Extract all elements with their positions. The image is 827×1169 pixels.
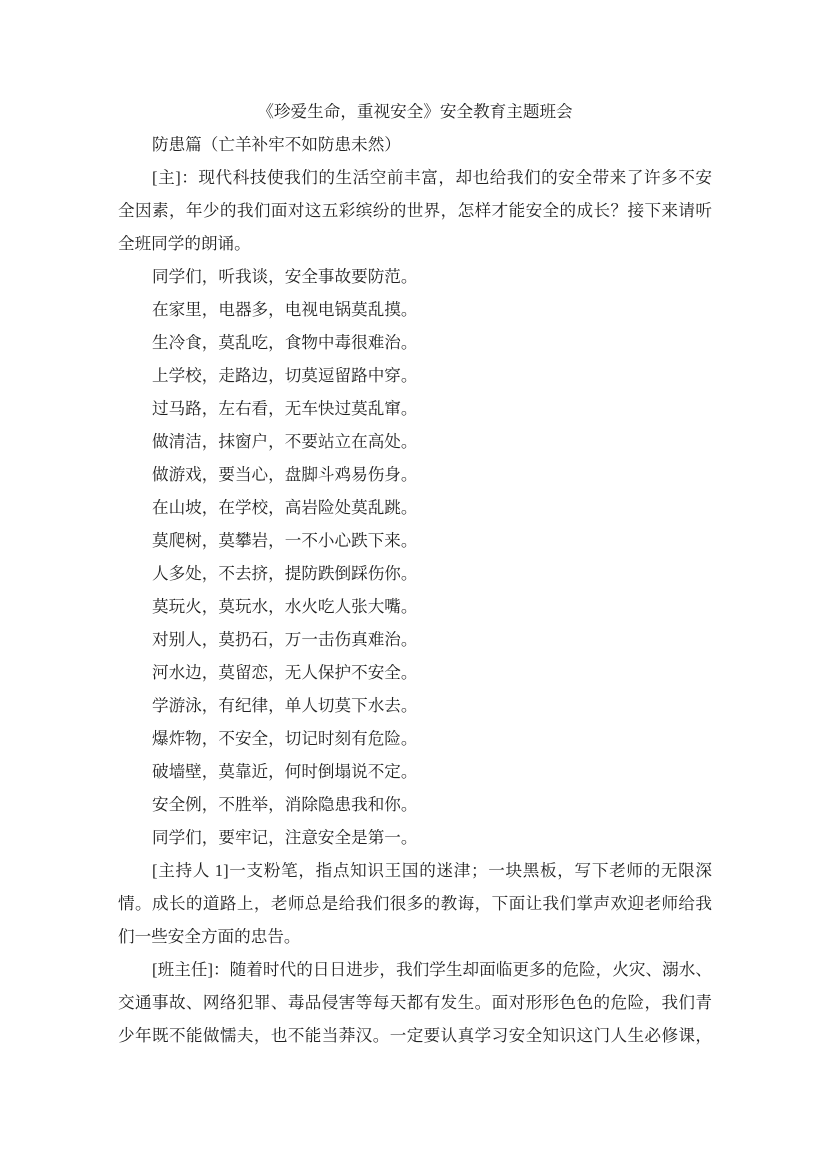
text-line: 同学们，听我谈，安全事故要防范。 xyxy=(152,267,418,286)
text-line: 安全例，不胜举，消除隐患我和你。 xyxy=(152,795,418,814)
text-line: 上学校，走路边，切莫逗留路中穿。 xyxy=(152,366,418,385)
text-line: 防患篇（亡羊补牢不如防患未然） xyxy=(152,135,401,154)
text-line: 爆炸物，不安全，切记时刻有危险。 xyxy=(152,729,418,748)
text-line: 交通事故、网络犯罪、毒品侵害等每天都有发生。面对形形色色的危险，我们青 xyxy=(118,993,712,1012)
paragraph-list xyxy=(118,128,712,1052)
text-line: 莫玩火，莫玩水，水火吃人张大嘴。 xyxy=(152,597,418,616)
text-line: 莫爬树，莫攀岩，一不小心跌下来。 xyxy=(152,531,418,550)
text-line: 学游泳，有纪律，单人切莫下水去。 xyxy=(152,696,418,715)
text-line: 过马路，左右看，无车快过莫乱窜。 xyxy=(152,399,418,418)
document-title: 《珍爱生命，重视安全》安全教育主题班会 xyxy=(257,102,573,121)
text-line: 在家里，电器多，电视电锅莫乱摸。 xyxy=(152,300,418,319)
text-line: 河水边，莫留恋，无人保护不安全。 xyxy=(152,663,418,682)
text-line: [主]：现代科技使我们的生活空前丰富，却也给我们的安全带来了许多不安 xyxy=(152,168,712,187)
text-line: 人多处，不去挤，提防跌倒踩伤你。 xyxy=(152,564,418,583)
text-line: 做清洁，抹窗户，不要站立在高处。 xyxy=(152,432,418,451)
text-line: 全班同学的朗诵。 xyxy=(118,234,251,253)
text-line: 情。成长的道路上，老师总是给我们很多的教诲，下面让我们掌声欢迎老师给我 xyxy=(118,894,712,913)
text-line: 同学们，要牢记，注意安全是第一。 xyxy=(152,828,418,847)
text-line: 对别人，莫扔石，万一击伤真难治。 xyxy=(152,630,418,649)
document-body xyxy=(118,95,712,1052)
text-line: [主持人 1]一支粉笔，指点知识王国的迷津；一块黑板，写下老师的无限深 xyxy=(152,861,712,880)
text-line: 做游戏，要当心，盘脚斗鸡易伤身。 xyxy=(152,465,418,484)
text-line: [班主任]：随着时代的日日进步，我们学生却面临更多的危险，火灾、溺水、 xyxy=(152,960,712,979)
text-line: 少年既不能做懦夫，也不能当莽汉。一定要认真学习安全知识这门人生必修课， xyxy=(118,1026,712,1045)
text-line: 破墙壁，莫靠近，何时倒塌说不定。 xyxy=(152,762,418,781)
text-line: 们一些安全方面的忠告。 xyxy=(118,927,301,946)
text-line: 生冷食，莫乱吃，食物中毒很难治。 xyxy=(152,333,418,352)
text-line: 在山坡，在学校，高岩险处莫乱跳。 xyxy=(152,498,418,517)
text-line: 全因素，年少的我们面对这五彩缤纷的世界，怎样才能安全的成长？接下来请听 xyxy=(118,201,712,220)
